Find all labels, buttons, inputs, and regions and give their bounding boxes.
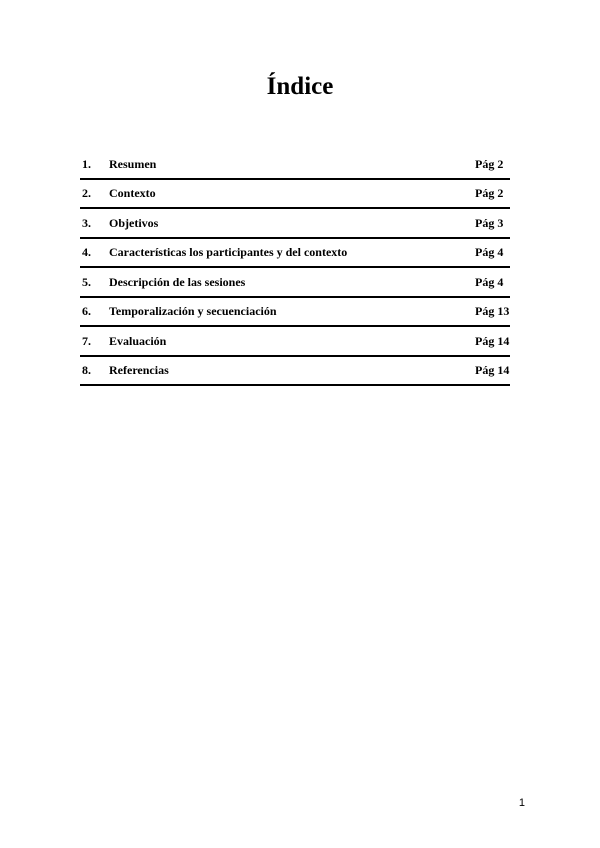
toc-entry-number: 7. (82, 333, 91, 348)
toc-entry-page: Pág 14 (475, 333, 510, 348)
toc-entry-caracteristicas[interactable] (80, 239, 510, 269)
page-number: 1 (518, 797, 525, 809)
toc-entry-descripcion[interactable] (80, 268, 510, 298)
toc-entry-page: Pág 2 (475, 186, 504, 200)
toc-entry-title: Referencias (109, 363, 169, 377)
toc-entry-page: Pág 3 (475, 215, 504, 230)
toc-entry-temporalizacion[interactable] (80, 298, 510, 328)
page-title: Índice (266, 73, 334, 100)
toc-entry-number: 5. (82, 274, 91, 289)
toc-entry-contexto[interactable] (80, 180, 510, 210)
toc-entry-page: Pág 2 (475, 156, 504, 171)
toc-entry-number: 6. (82, 304, 91, 318)
toc-entry-referencias[interactable] (80, 357, 510, 387)
toc-entry-title: Contexto (109, 186, 156, 200)
toc-entry-title: Resumen (109, 156, 157, 171)
toc-entry-title: Descripción de las sesiones (109, 274, 246, 289)
toc-entry-title: Objetivos (109, 215, 159, 230)
toc-entry-page: Pág 4 (475, 245, 504, 259)
toc-entry-title: Evaluación (109, 333, 167, 348)
toc-entry-page: Pág 4 (475, 274, 504, 289)
toc-entry-title: Temporalización y secuenciación (109, 304, 277, 318)
toc-entry-resumen[interactable] (80, 150, 510, 180)
toc-entry-number: 3. (82, 215, 91, 230)
toc-entry-objetivos[interactable] (80, 209, 510, 239)
toc-entry-number: 2. (82, 186, 91, 200)
toc-entry-evaluacion[interactable] (80, 327, 510, 357)
toc-entry-page: Pág 13 (475, 304, 510, 318)
table-of-contents (80, 150, 510, 386)
toc-entry-title: Características los participantes y del contexto (109, 245, 348, 259)
toc-entry-page: Pág 14 (475, 363, 510, 377)
toc-entry-number: 1. (82, 156, 91, 171)
toc-entry-number: 8. (82, 363, 91, 377)
toc-entry-number: 4. (82, 245, 91, 259)
